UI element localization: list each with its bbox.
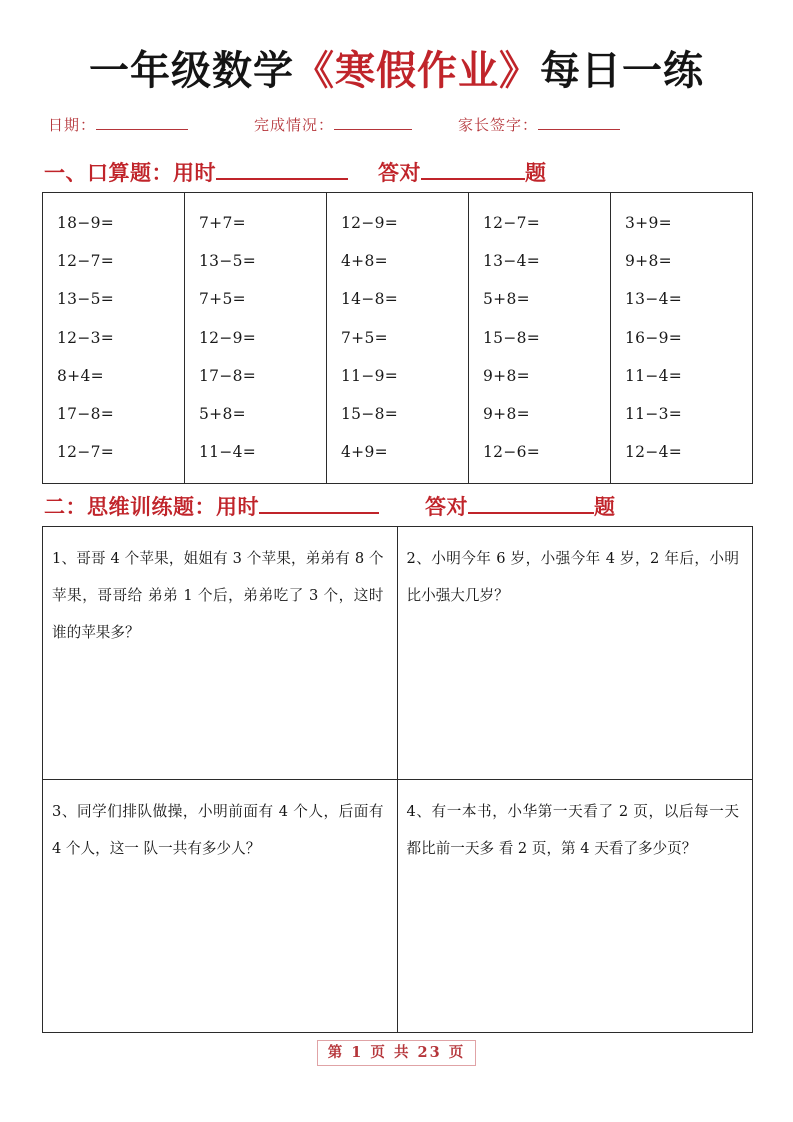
section-1-prefix: 一、口算题：用时	[44, 160, 216, 185]
title-accent: 《寒假作业》	[294, 47, 540, 94]
section-1-suffix: 题	[525, 160, 547, 185]
arithmetic-item: 12−9=	[341, 214, 399, 232]
section-2-prefix: 二：思维训练题：用时	[44, 494, 259, 519]
date-label: 日期：	[48, 116, 97, 134]
arithmetic-item: 13−5=	[57, 290, 115, 309]
signature-blank[interactable]	[538, 112, 620, 130]
arithmetic-item: 11−9=	[341, 366, 399, 385]
page-number-badge: 第 1 页 共 23 页	[317, 1040, 477, 1066]
arithmetic-item: 15−8=	[483, 328, 541, 347]
word-problem-text: 4、有一本书，小华第一天看了 2 页，以后每一天都比前一天多 看 2 页，第 4 天看了多少页？	[406, 802, 739, 857]
arithmetic-column-2	[185, 193, 327, 483]
arithmetic-item: 4+9=	[341, 443, 388, 462]
section-2-time-blank[interactable]	[259, 492, 379, 514]
title-prefix: 一年级数学	[89, 47, 294, 94]
meta-row	[48, 112, 748, 138]
word-problem-text: 2、小明今年 6 岁，小强今年 4 岁，2 年后，小明比小强大几岁？	[406, 550, 739, 604]
arithmetic-item: 4+8=	[341, 252, 388, 271]
arithmetic-item: 16−9=	[625, 328, 683, 347]
arithmetic-item: 9+8=	[625, 252, 672, 271]
arithmetic-item: 13−5=	[199, 252, 257, 271]
arithmetic-item: 12−9=	[199, 328, 257, 347]
status-blank[interactable]	[334, 112, 412, 130]
section-2-suffix: 题	[594, 494, 616, 519]
arithmetic-item: 12−6=	[483, 443, 541, 462]
arithmetic-item: 12−7=	[57, 252, 115, 271]
arithmetic-item: 7+5=	[199, 290, 246, 309]
arithmetic-item: 17−8=	[57, 405, 115, 424]
arithmetic-item: 17−8=	[199, 366, 257, 385]
section-1-heading	[44, 158, 756, 187]
arithmetic-item: 11−3=	[625, 405, 683, 424]
arithmetic-item: 11−4=	[625, 366, 683, 385]
arithmetic-item: 13−4=	[483, 252, 541, 271]
arithmetic-item: 5+8=	[199, 405, 246, 424]
word-problem-cell[interactable]	[43, 527, 398, 780]
date-field[interactable]	[48, 112, 188, 138]
section-1-time-blank[interactable]	[216, 158, 348, 180]
title-suffix: 每日一练	[540, 47, 704, 94]
arithmetic-item: 9+8=	[483, 366, 530, 385]
arithmetic-item: 15−8=	[341, 405, 399, 424]
status-label: 完成情况：	[254, 116, 335, 134]
word-problem-text: 3、同学们排队做操，小明前面有 4 个人，后面有 4 个人，这一 队一共有多少人？	[52, 802, 384, 857]
word-problem-cell[interactable]	[398, 527, 753, 780]
arithmetic-item: 7+5=	[341, 328, 388, 347]
arithmetic-item: 7+7=	[199, 214, 246, 232]
page-title	[0, 44, 793, 98]
word-problem-cell[interactable]	[43, 780, 398, 1033]
arithmetic-item: 12−7=	[57, 443, 115, 462]
arithmetic-item: 5+8=	[483, 290, 530, 309]
date-blank[interactable]	[96, 112, 188, 130]
arithmetic-column-3	[327, 193, 469, 483]
arithmetic-item: 14−8=	[341, 290, 399, 309]
arithmetic-item: 12−7=	[483, 214, 541, 232]
word-problem-grid	[42, 526, 753, 1033]
arithmetic-column-4	[469, 193, 611, 483]
word-problem-cell[interactable]	[398, 780, 753, 1033]
arithmetic-item: 12−3=	[57, 328, 115, 347]
arithmetic-table	[42, 192, 753, 484]
signature-field[interactable]	[458, 112, 620, 138]
arithmetic-item: 18−9=	[57, 214, 115, 232]
section-2-middle: 答对	[425, 494, 468, 519]
arithmetic-column-5	[611, 193, 752, 483]
arithmetic-item: 8+4=	[57, 366, 104, 385]
arithmetic-item: 11−4=	[199, 443, 257, 462]
status-field[interactable]	[254, 112, 412, 138]
page-footer	[0, 1040, 793, 1066]
section-1-count-blank[interactable]	[421, 158, 525, 180]
arithmetic-item: 9+8=	[483, 405, 530, 424]
arithmetic-column-1	[43, 193, 185, 483]
section-2-heading	[44, 492, 756, 521]
section-1-middle: 答对	[378, 160, 421, 185]
arithmetic-item: 13−4=	[625, 290, 683, 309]
arithmetic-item: 12−4=	[625, 443, 683, 462]
section-2-count-blank[interactable]	[468, 492, 594, 514]
signature-label: 家长签字：	[458, 116, 539, 134]
word-problem-text: 1、哥哥 4 个苹果，姐姐有 3 个苹果，弟弟有 8 个苹果，哥哥给 弟弟 1 个后，弟弟吃了 3 个，这时谁的苹果多？	[52, 550, 384, 641]
arithmetic-item: 3+9=	[625, 214, 672, 232]
